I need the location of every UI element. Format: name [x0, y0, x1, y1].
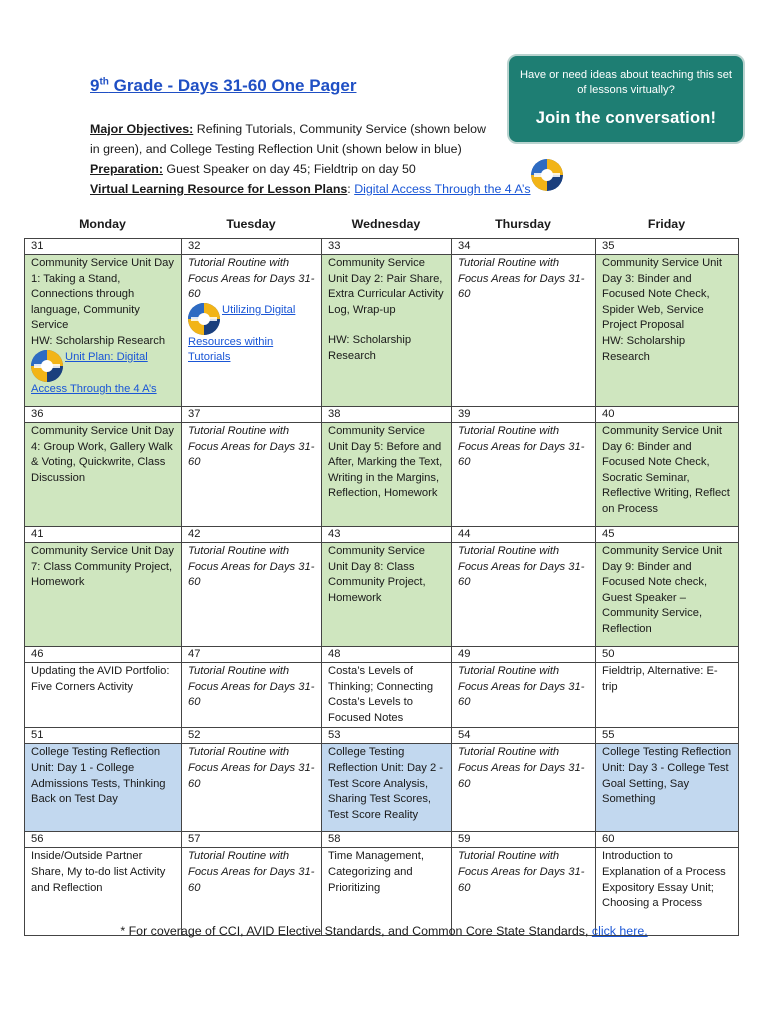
day-cell [322, 543, 452, 647]
cell-text: Community Service Unit Day 6: Binder and Focused Note Check, Socratic Seminar, Reflective Writing, Reflect on Process [602, 425, 730, 515]
day-cell [25, 543, 182, 647]
day-thursday: Thursday [495, 217, 551, 231]
date-number: 42 [182, 527, 322, 543]
vlr-line [90, 179, 531, 199]
week-content-row [25, 744, 739, 832]
cell-text: HW: Scholarship Research [328, 334, 412, 362]
day-cell [25, 663, 182, 728]
cell-text: Introduction to Explanation of a Process Expository Essay Unit; Choosing a Process [602, 850, 726, 910]
day-wednesday: Wednesday [351, 217, 421, 231]
day-cell [322, 255, 452, 407]
day-cell [25, 744, 182, 832]
day-cell [596, 543, 739, 647]
tutorial-routine-text: Tutorial Routine with Focus Areas for Days 31-60 [458, 257, 585, 301]
day-cell [596, 848, 739, 936]
day-cell [182, 663, 322, 728]
cell-text: Community Service Unit Day 9: Binder and Focused Note check, Guest Speaker – Community Service, Reflection [602, 545, 722, 635]
title-text: Grade - Days 31-60 One Pager [108, 76, 357, 95]
title-grade-number: 9 [90, 76, 100, 95]
date-number: 54 [452, 728, 596, 744]
cell-text: Costa’s Levels of Thinking; Connecting Costa’s Levels to Focused Notes [328, 665, 434, 724]
objectives-line-2: in green), and College Testing Reflection Unit (shown below in blue) [90, 142, 462, 156]
day-cell [182, 423, 322, 527]
resource-link[interactable]: Unit Plan: Digital Access Through the 4 A’s [31, 350, 157, 395]
date-number: 37 [182, 407, 322, 423]
day-tuesday: Tuesday [226, 217, 276, 231]
date-number-row [25, 728, 739, 744]
vlr-colon: : [347, 182, 355, 196]
week-content-row [25, 848, 739, 936]
day-cell [182, 255, 322, 407]
tutorial-routine-text: Tutorial Routine with Focus Areas for Days 31-60 [458, 425, 585, 469]
date-number-row [25, 647, 739, 663]
day-cell [322, 744, 452, 832]
cell-text: Community Service Unit Day 8: Class Community Project, Homework [328, 545, 426, 604]
day-cell [596, 255, 739, 407]
day-cell [182, 848, 322, 936]
date-number: 52 [182, 728, 322, 744]
day-friday: Friday [647, 217, 686, 231]
date-number: 53 [322, 728, 452, 744]
week-content-row [25, 543, 739, 647]
date-number-row [25, 832, 739, 848]
date-number: 47 [182, 647, 322, 663]
date-number-row [25, 527, 739, 543]
cell-text: College Testing Reflection Unit: Day 2 - Test Score Analysis, Sharing Test Scores, Test Score Reality [328, 746, 444, 821]
date-number: 36 [25, 407, 182, 423]
day-cell [596, 744, 739, 832]
vlr-label: Virtual Learning Resource for Lesson Plans [90, 182, 348, 196]
date-number: 46 [25, 647, 182, 663]
cell-text: HW: Scholarship Research [602, 334, 686, 363]
cell-text: Community Service Unit Day 4: Group Work, Gallery Walk & Voting, Quickwrite, Class Discussion [31, 425, 174, 484]
objectives-label: Major Objectives: [90, 122, 194, 136]
date-number: 34 [452, 239, 596, 255]
day-cell [452, 255, 596, 407]
preparation-label: Preparation: [90, 162, 163, 176]
cell-text: College Testing Reflection Unit: Day 3 - College Test Goal Setting, Say Something [602, 746, 732, 806]
date-number: 44 [452, 527, 596, 543]
date-number: 33 [322, 239, 452, 255]
tutorial-routine-text: Tutorial Routine with Focus Areas for Days 31-60 [188, 665, 315, 709]
date-number: 32 [182, 239, 322, 255]
resource-link[interactable]: Utilizing Digital Resources within Tutorials [188, 303, 296, 364]
date-number: 40 [596, 407, 739, 423]
date-number-row [25, 407, 739, 423]
day-cell [596, 423, 739, 527]
preparation-text: Guest Speaker on day 45; Fieldtrip on day 50 [162, 162, 416, 176]
day-cell [25, 848, 182, 936]
date-number: 55 [596, 728, 739, 744]
date-number: 38 [322, 407, 452, 423]
weekday-header [24, 217, 738, 237]
tutorial-routine-text: Tutorial Routine with Focus Areas for Days 31-60 [458, 545, 585, 589]
week-content-row [25, 663, 739, 728]
date-number: 59 [452, 832, 596, 848]
date-number: 56 [25, 832, 182, 848]
objectives-text-1: Refining Tutorials, Community Service (shown below [193, 122, 486, 136]
four-as-logo-icon [531, 159, 563, 191]
four-as-logo-icon [188, 303, 220, 335]
tutorial-routine-text: Tutorial Routine with Focus Areas for Days 31-60 [188, 850, 315, 894]
cell-text: Community Service Unit Day 1: Taking a Stand, Connections through language, Community Service [31, 257, 174, 332]
week-content-row [25, 423, 739, 527]
tutorial-routine-text: Tutorial Routine with Focus Areas for Days 31-60 [188, 746, 315, 790]
page-title[interactable] [90, 76, 356, 96]
date-number: 48 [322, 647, 452, 663]
day-cell [322, 423, 452, 527]
date-number: 43 [322, 527, 452, 543]
day-cell [25, 423, 182, 527]
join-conversation-banner[interactable] [507, 54, 745, 144]
tutorial-routine-text: Tutorial Routine with Focus Areas for Days 31-60 [458, 746, 585, 790]
banner-question: Have or need ideas about teaching this set of lessons virtually? [519, 69, 733, 96]
cell-link-wrap [188, 303, 316, 366]
day-cell [25, 255, 182, 407]
objectives-line [90, 119, 510, 139]
tutorial-routine-text: Tutorial Routine with Focus Areas for Days 31-60 [188, 257, 315, 301]
date-number: 49 [452, 647, 596, 663]
date-number: 51 [25, 728, 182, 744]
footer-note [0, 924, 768, 938]
cell-text: Time Management, Categorizing and Prioritizing [328, 850, 424, 894]
day-cell [182, 744, 322, 832]
day-cell [322, 848, 452, 936]
date-number: 35 [596, 239, 739, 255]
date-number-row [25, 239, 739, 255]
cell-text: Community Service Unit Day 2: Pair Share, Extra Curricular Activity Log, Wrap-up [328, 257, 444, 316]
day-monday: Monday [79, 217, 126, 231]
title-superscript: th [99, 76, 109, 88]
day-cell [596, 663, 739, 728]
objectives-block [90, 119, 531, 199]
date-number: 41 [25, 527, 182, 543]
cell-text: Inside/Outside Partner Share, My to-do list Activity and Reflection [31, 850, 166, 894]
cell-text: Community Service Unit Day 5: Before and After, Marking the Text, Writing in the Margins, Reflection, Homework [328, 425, 443, 500]
calendar-table [24, 238, 739, 936]
cell-text: College Testing Reflection Unit: Day 1 - College Admissions Tests, Thinking Back on Test Day [31, 746, 166, 806]
cell-link-wrap [31, 350, 176, 398]
date-number: 45 [596, 527, 739, 543]
day-cell [322, 663, 452, 728]
date-number: 31 [25, 239, 182, 255]
tutorial-routine-text: Tutorial Routine with Focus Areas for Days 31-60 [188, 545, 315, 589]
date-number: 58 [322, 832, 452, 848]
cell-text [328, 318, 446, 333]
week-content-row [25, 255, 739, 407]
tutorial-routine-text: Tutorial Routine with Focus Areas for Days 31-60 [458, 665, 585, 709]
date-number: 39 [452, 407, 596, 423]
day-cell [452, 543, 596, 647]
date-number: 50 [596, 647, 739, 663]
cell-text: Community Service Unit Day 3: Binder and Focused Note Check, Spider Web, Service Project Proposal [602, 257, 722, 332]
date-number: 57 [182, 832, 322, 848]
cell-text: Updating the AVID Portfolio: Five Corners Activity [31, 665, 170, 693]
digital-access-link[interactable]: Digital Access Through the 4 A’s [354, 182, 531, 196]
four-as-logo-icon [31, 350, 63, 382]
date-number: 60 [596, 832, 739, 848]
cell-text: Fieldtrip, Alternative: E-trip [602, 665, 718, 693]
cell-text: Community Service Unit Day 7: Class Community Project, Homework [31, 545, 174, 589]
day-cell [452, 423, 596, 527]
join-conversation-button[interactable]: Join the conversation! [535, 109, 717, 127]
preparation-line [90, 159, 510, 179]
cell-text: HW: Scholarship Research [31, 334, 166, 347]
day-cell [182, 543, 322, 647]
day-cell [452, 744, 596, 832]
click-here-link[interactable]: click here. [591, 924, 648, 938]
day-cell [452, 848, 596, 936]
day-cell [452, 663, 596, 728]
tutorial-routine-text: Tutorial Routine with Focus Areas for Days 31-60 [188, 425, 315, 469]
footer-text: * For coverage of CCI, AVID Elective Standards, and Common Core State Standards, [120, 924, 592, 938]
tutorial-routine-text: Tutorial Routine with Focus Areas for Days 31-60 [458, 850, 585, 894]
